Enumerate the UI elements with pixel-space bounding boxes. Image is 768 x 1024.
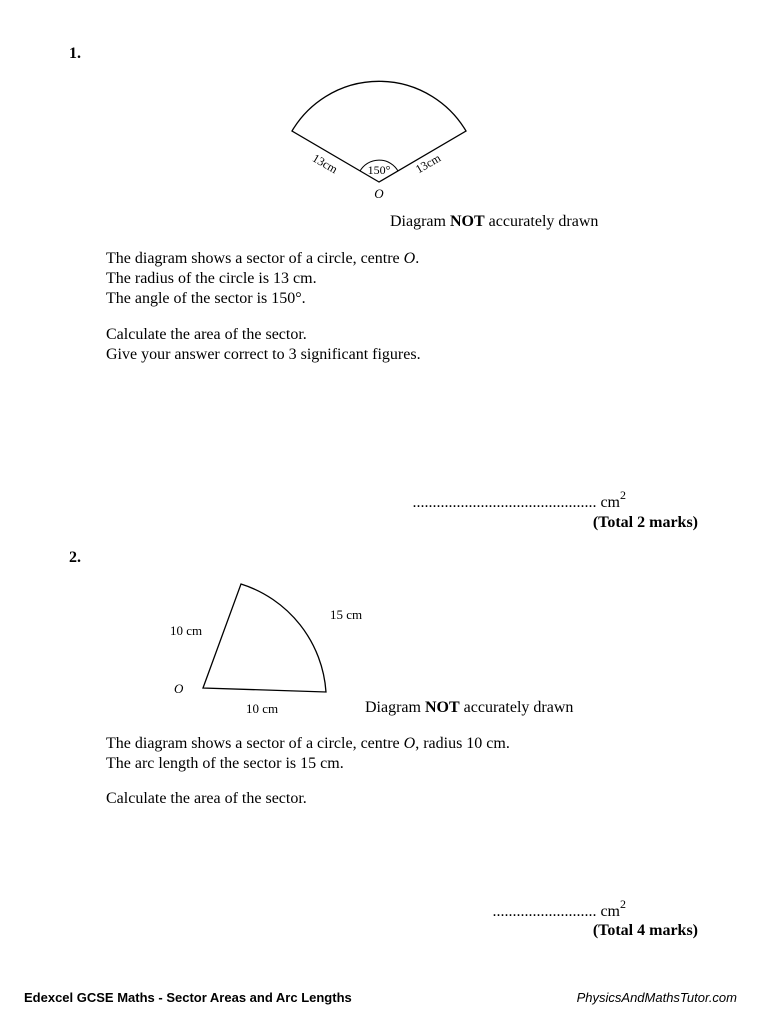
question-2-answer-line <box>492 897 626 921</box>
question-2-description <box>106 734 510 774</box>
question-2-sector-shape <box>203 584 326 692</box>
diagram-note-suffix: accurately drawn <box>459 699 574 716</box>
answer-power: 2 <box>620 488 626 502</box>
question-2-instruction-1: Calculate the area of the sector. <box>106 790 307 807</box>
question-2-sector-diagram <box>160 575 380 725</box>
line-end: . <box>415 250 420 267</box>
diagram-note-prefix: Diagram <box>365 699 425 716</box>
answer-dots: .............................................. <box>412 494 597 511</box>
diagram-note-suffix: accurately drawn <box>484 213 599 230</box>
line-text: The diagram shows a sector of a circle, centre <box>106 250 400 267</box>
question-1-line-2: The radius of the circle is 13 cm. <box>106 270 317 287</box>
question-1-description <box>106 249 419 309</box>
footer-title: Edexcel GCSE Maths - Sector Areas and Arc Lengths <box>24 990 352 1005</box>
line-end: , radius 10 cm. <box>415 735 510 752</box>
footer-site: PhysicsAndMathsTutor.com <box>576 990 737 1005</box>
centre-symbol: O <box>403 735 416 752</box>
question-2-marks: (Total 4 marks) <box>592 922 698 939</box>
centre-symbol: O <box>403 250 416 267</box>
question-1-line-3: The angle of the sector is 150°. <box>106 290 306 307</box>
question-1-instruction-2: Give your answer correct to 3 significant figures. <box>106 346 421 363</box>
question-2-arc-label: 15 cm <box>330 607 363 622</box>
answer-unit: cm <box>600 903 620 920</box>
question-2-diagram-note <box>365 699 573 717</box>
question-2-radius-label: 10 cm <box>170 623 203 638</box>
question-1-line-1 <box>106 249 419 269</box>
question-1-angle-label: 150° <box>367 163 391 177</box>
question-1-right-radius-label: 13cm <box>412 150 444 177</box>
answer-unit: cm <box>600 494 620 511</box>
question-1-diagram-note <box>390 213 598 231</box>
question-1-number: 1. <box>69 45 81 62</box>
question-1-sector-diagram <box>285 75 475 205</box>
question-2-line-2: The arc length of the sector is 15 cm. <box>106 755 344 772</box>
question-1-marks: (Total 2 marks) <box>592 514 698 531</box>
line-text: The diagram shows a sector of a circle, centre <box>106 735 400 752</box>
answer-power: 2 <box>620 897 626 911</box>
diagram-note-prefix: Diagram <box>390 213 450 230</box>
question-1-centre-label: O <box>374 186 384 201</box>
question-2-base-label: 10 cm <box>246 701 279 716</box>
diagram-note-bold: NOT <box>424 699 460 716</box>
question-1-instruction-1: Calculate the area of the sector. <box>106 326 307 343</box>
question-1-instructions <box>106 325 421 365</box>
question-2-number: 2. <box>69 549 81 566</box>
question-1-left-radius-label: 13cm <box>309 150 341 177</box>
diagram-note-bold: NOT <box>449 213 485 230</box>
question-2-line-1 <box>106 734 510 754</box>
answer-dots: .......................... <box>492 903 597 920</box>
question-1-answer-line <box>412 488 626 512</box>
question-2-instructions <box>106 789 307 809</box>
question-2-centre-label: O <box>174 681 184 696</box>
